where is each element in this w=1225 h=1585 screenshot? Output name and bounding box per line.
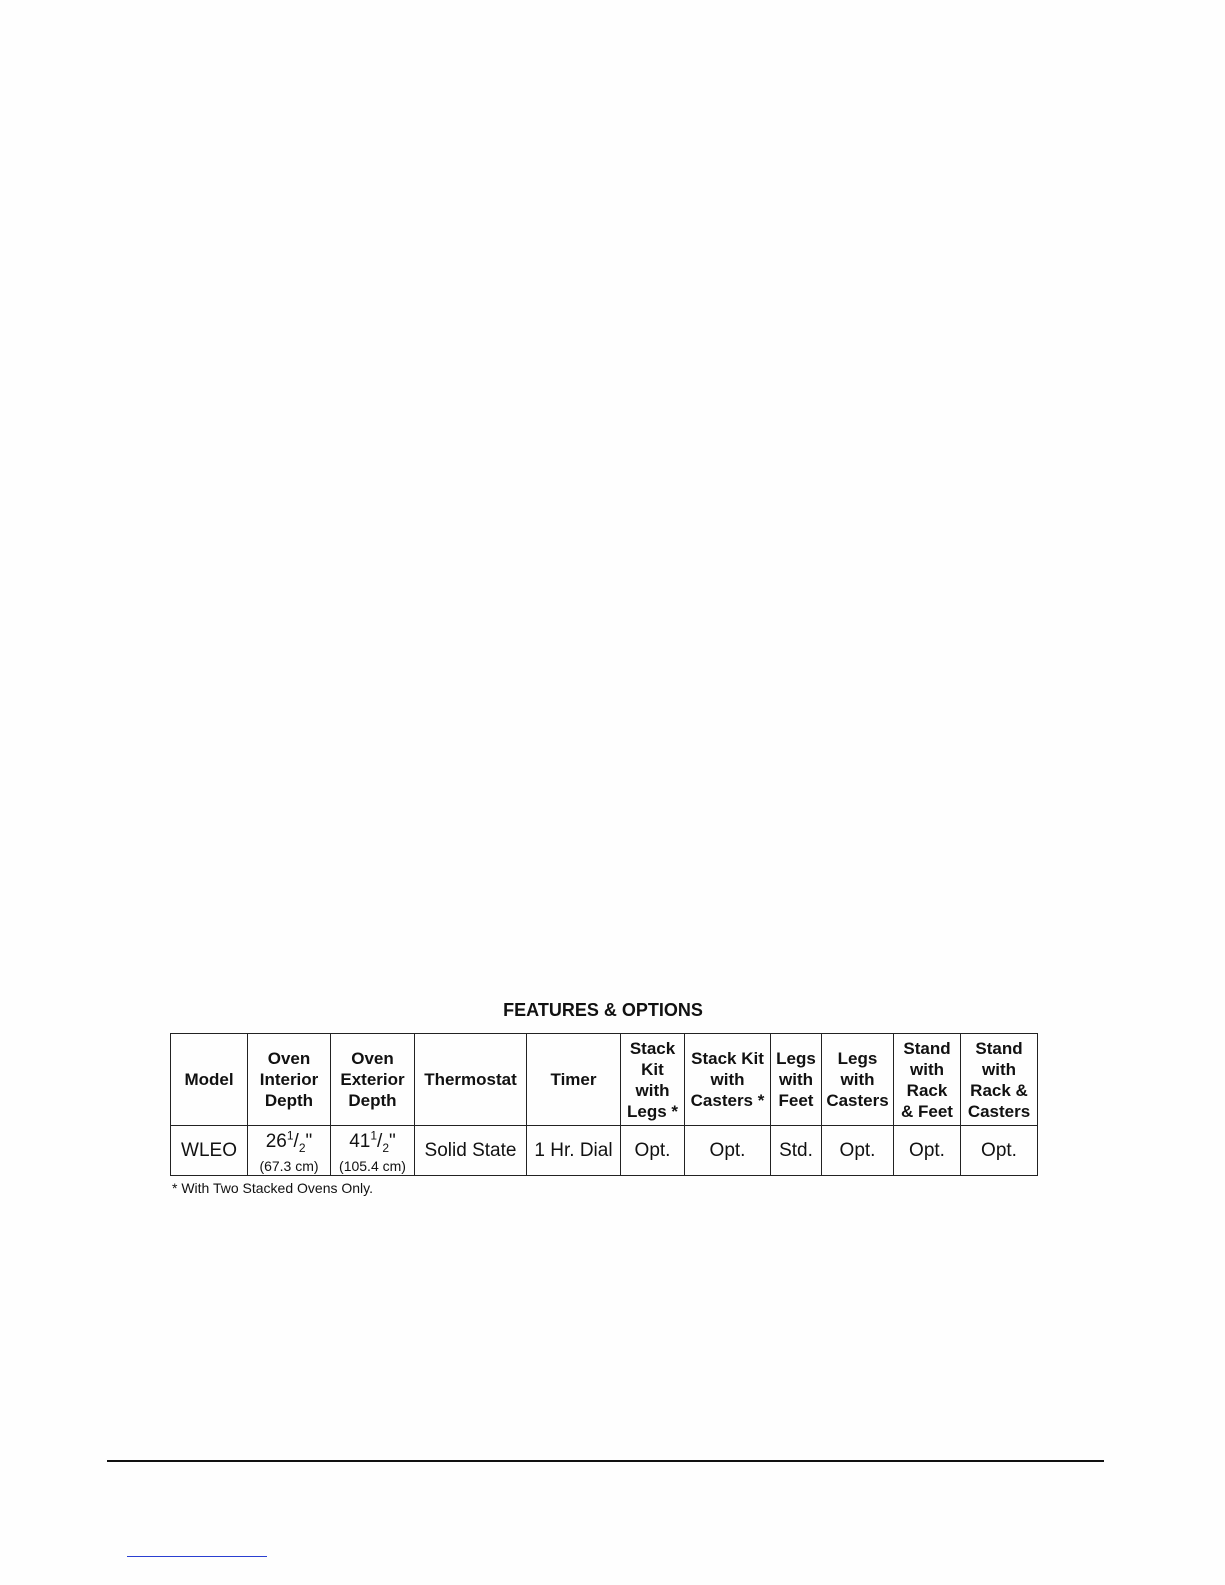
header-legs-feet: Legs with Feet xyxy=(771,1034,822,1126)
cell-stand-rack-feet: Opt. xyxy=(894,1126,961,1176)
header-oven-interior-depth: Oven Interior Depth xyxy=(248,1034,331,1126)
interior-inches: $26^1/_2$" xyxy=(265,1129,313,1156)
header-timer: Timer xyxy=(527,1034,621,1126)
cell-timer: 1 Hr. Dial xyxy=(527,1126,621,1176)
header-legs-casters: Legs with Casters xyxy=(822,1034,894,1126)
exterior-inches: $41^1/_2$" xyxy=(349,1129,396,1156)
cell-oven-exterior-depth xyxy=(331,1126,415,1176)
cell-stand-rack-casters: Opt. xyxy=(961,1126,1038,1176)
cell-stack-kit-legs: Opt. xyxy=(621,1126,685,1176)
features-options-table xyxy=(170,1033,1038,1176)
header-model: Model xyxy=(171,1034,248,1126)
cell-legs-feet: Std. xyxy=(771,1126,822,1176)
header-thermostat: Thermostat xyxy=(415,1034,527,1126)
cell-legs-casters: Opt. xyxy=(822,1126,894,1176)
header-oven-exterior-depth: Oven Exterior Depth xyxy=(331,1034,415,1126)
footnote: * With Two Stacked Ovens Only. xyxy=(172,1180,374,1196)
header-stack-kit-legs: Stack Kit with Legs * xyxy=(621,1034,685,1126)
exterior-cm: (105.4 cm) xyxy=(339,1158,406,1175)
header-stand-rack-feet: Stand with Rack & Feet xyxy=(894,1034,961,1126)
header-stack-kit-casters: Stack Kit with Casters * xyxy=(685,1034,771,1126)
table-title: FEATURES & OPTIONS xyxy=(503,1000,703,1020)
header-row xyxy=(171,1034,1038,1126)
cell-model: WLEO xyxy=(171,1126,248,1176)
footer-rule xyxy=(107,1460,1104,1462)
interior-cm: (67.3 cm) xyxy=(259,1158,319,1175)
footer-link-underline[interactable] xyxy=(127,1556,267,1557)
header-stand-rack-casters: Stand with Rack & Casters xyxy=(961,1034,1038,1126)
cell-oven-interior-depth xyxy=(248,1126,331,1176)
cell-thermostat: Solid State xyxy=(415,1126,527,1176)
cell-stack-kit-casters: Opt. xyxy=(685,1126,771,1176)
table-row xyxy=(171,1126,1038,1176)
